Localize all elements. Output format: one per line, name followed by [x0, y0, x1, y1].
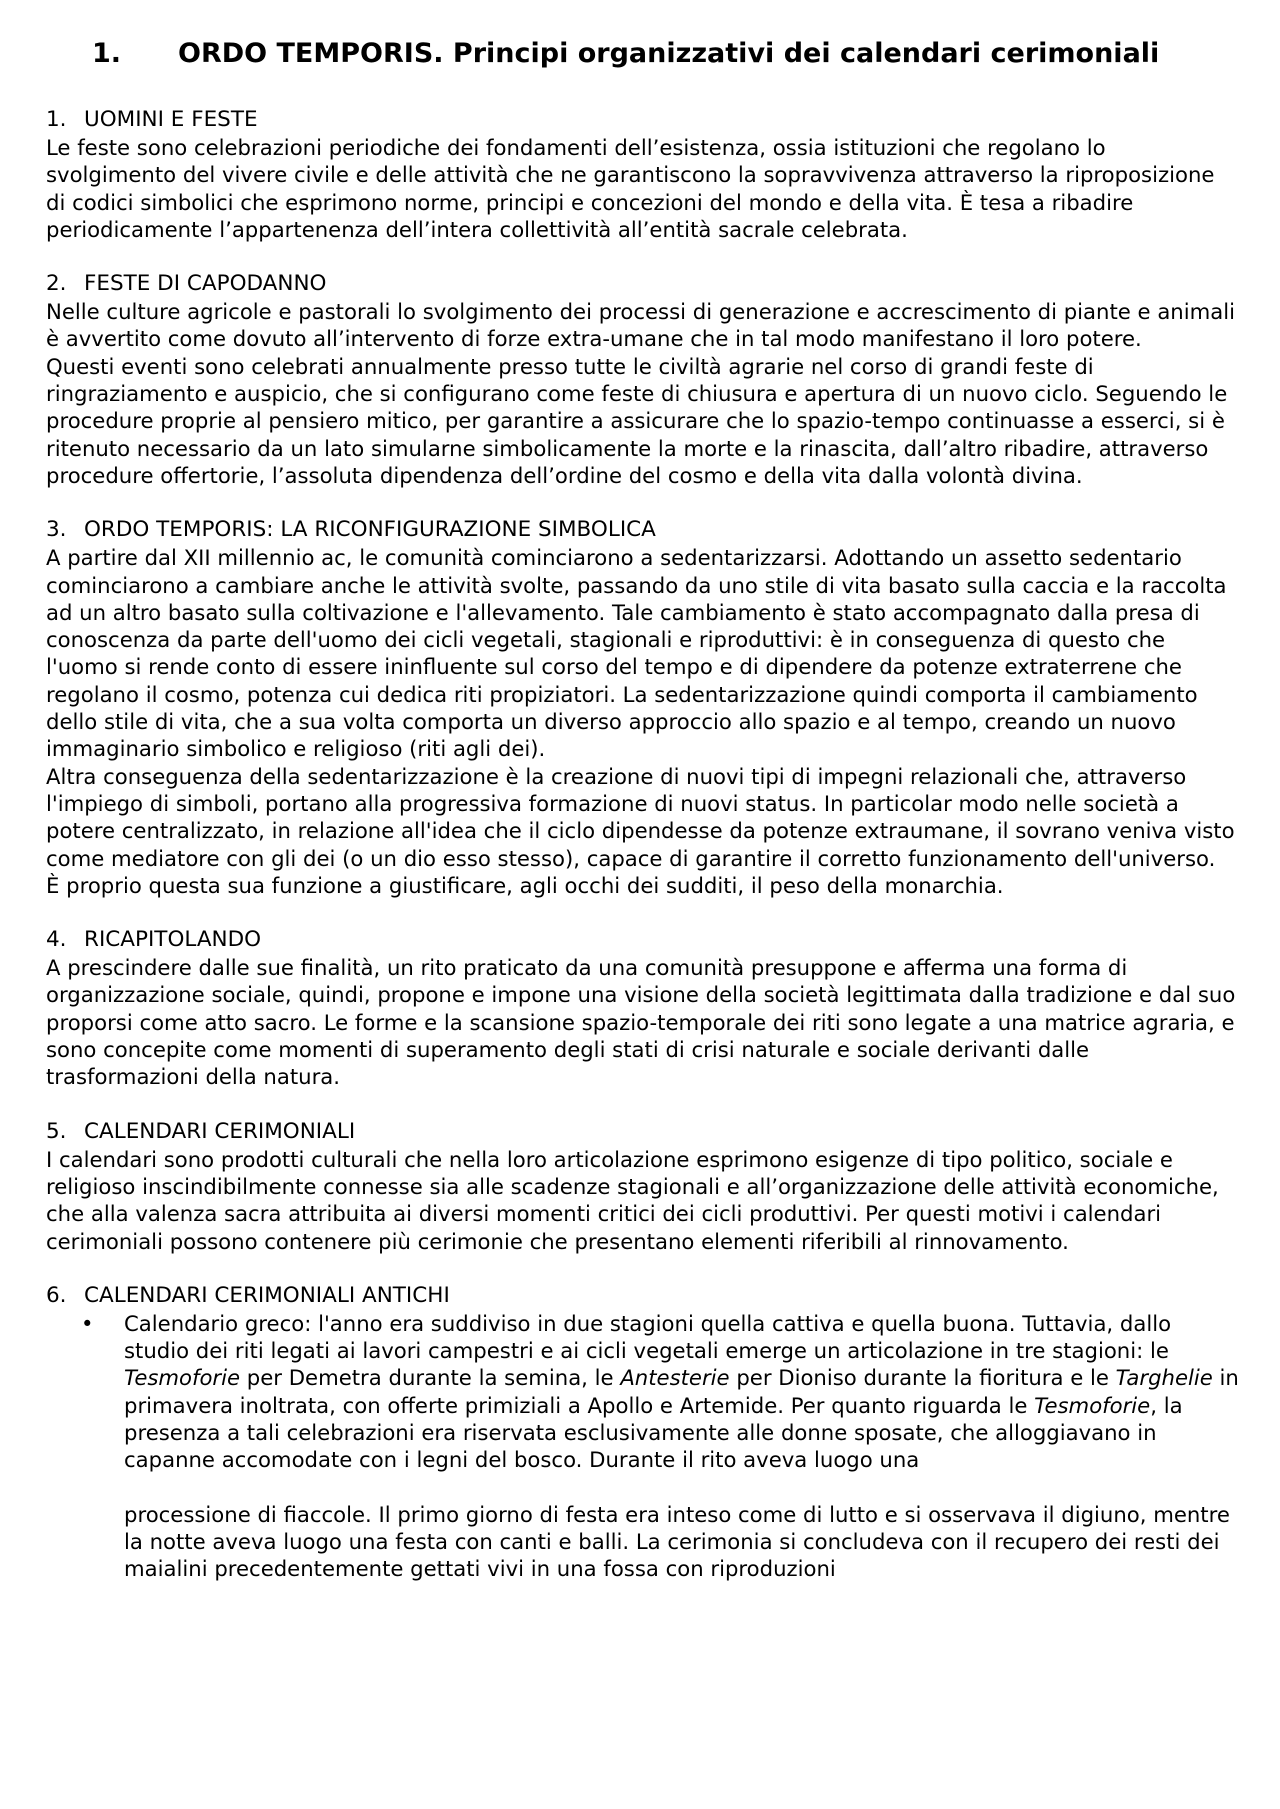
section-feste-di-capodanno [46, 270, 1240, 489]
section-heading [46, 270, 1240, 298]
section-ordo-temporis [46, 516, 1240, 899]
paragraph: Nelle culture agricole e pastorali lo svolgimento dei processi di generazione e accrescimento di piante e animali è avvertito come dovuto all’intervento di forze extra-umane che in tal modo manifestano il loro potere. [46, 299, 1236, 352]
section-heading [46, 1118, 1240, 1146]
festival-name: Targhelie [1115, 1365, 1213, 1391]
festival-name: Tesmoforie [124, 1365, 241, 1391]
section-heading [46, 1282, 1240, 1310]
paragraph: A prescindere dalle sue finalità, un rito praticato da una comunità presuppone e afferma una forma di organizzazione sociale, quindi, propone e impone una visione della società legittimata dalla tradizione e dal suo proporsi come atto sacro. Le forme e la scansione spazio-temporale dei riti sono legate a una matrice agraria, e sono concepite come momenti di superamento degli stati di crisi naturale e sociale derivanti dalle trasformazioni della natura. [46, 955, 1236, 1090]
section-calendari-cerimoniali [46, 1118, 1240, 1255]
section-number: 2. [46, 271, 67, 297]
section-title: CALENDARI CERIMONIALI [84, 1118, 356, 1144]
document-title [92, 36, 1240, 72]
section-ricapitolando [46, 926, 1240, 1090]
section-number: 5. [46, 1118, 67, 1144]
section-uomini-e-feste [46, 106, 1240, 243]
page-break-gap [124, 1474, 1240, 1501]
list-item-text: Calendario greco: l'anno era suddiviso in due stagioni quella cattiva e quella buona. Tuttavia, dallo studio dei riti legati ai lavori campestri e ai cicli vegetali emerge un articolazione in tre stagioni: le Tesmoforie per Demetra durante la semina, le Antesterie per Dioniso durante la fioritura e le Targhelie in primavera inoltrata, con offerte primiziali a Apollo e Artemide. Per quanto riguarda le Tesmoforie, la presenza a tali celebrazioni era riservata esclusivamente alle donne sposate, che alloggiavano in capanne accomodate con i legni del bosco. Durante il rito aveva luogo una [124, 1310, 1239, 1473]
paragraph: Questi eventi sono celebrati annualmente presso tutte le civiltà agrarie nel corso di grandi feste di ringraziamento e auspicio, che si configurano come feste di chiusura e apertura di un nuovo ciclo. Seguendo le procedure proprie al pensiero mitico, per garantire a assicurare che lo spazio-tempo continuasse a esserci, si è ritenuto necessario da un lato simularne simbolicamente la morte e la rinascita, dall’altro ribadire, attraverso procedure offertorie, l’assoluta dipendenza dell’ordine del cosmo e della vita dalla volontà divina. [46, 353, 1228, 488]
paragraph: A partire dal XII millennio ac, le comunità cominciarono a sedentarizzarsi. Adottando un assetto sedentario cominciarono a cambiare anche le attività svolte, passando da uno stile di vita basato sulla caccia e la raccolta ad un altro basato sulla coltivazione e l'allevamento. Tale cambiamento è stato accompagnato dalla presa di conoscenza da parte dell'uomo dei cicli vegetali, stagionali e riproduttivi: è in conseguenza di questo che l'uomo si rende conto di essere ininfluente sul corso del tempo e di dipendere da potenze extraterrene che regolano il cosmo, potenza cui dedica riti propiziatori. La sedentarizzazione quindi comporta il cambiamento dello stile di vita, che a sua volta comporta un diverso approccio allo spazio e al tempo, creando un nuovo immaginario simbolico e religioso (riti agli dei). [46, 545, 1227, 762]
paragraph: Le feste sono celebrazioni periodiche dei fondamenti dell’esistenza, ossia istituzioni che regolano lo svolgimento del vivere civile e delle attività che ne garantiscono la sopravvivenza attraverso la riproposizione di codici simbolici che esprimono norme, principi e concezioni del mondo e della vita. È tesa a ribadire periodicamente l’appartenenza dell’intera collettività all’entità sacrale celebrata. [46, 135, 1215, 242]
title-text: ORDO TEMPORIS. Principi organizzativi dei calendari cerimoniali [178, 38, 1160, 69]
section-number: 3. [46, 517, 67, 543]
bullet-list [46, 1310, 1240, 1583]
section-number: 1. [46, 107, 67, 132]
title-number: 1. [92, 38, 122, 69]
section-title: ORDO TEMPORIS: LA RICONFIGURAZIONE SIMBOLICA [84, 517, 656, 543]
section-number: 6. [46, 1282, 67, 1308]
section-title: CALENDARI CERIMONIALI ANTICHI [84, 1282, 450, 1308]
bullet-icon: • [81, 1310, 94, 1336]
festival-name: Antesterie [620, 1365, 730, 1391]
list-item [81, 1310, 1240, 1583]
section-heading [46, 926, 1240, 954]
list-item-continuation: processione di fiaccole. Il primo giorno di festa era inteso come di lutto e si osservava il digiuno, mentre la notte aveva luogo una festa con canti e balli. La cerimonia si concludeva con il recupero dei resti dei maialini precedentemente gettati vivi in una fossa con riproduzioni [124, 1501, 1230, 1582]
section-title: FESTE DI CAPODANNO [84, 271, 327, 297]
paragraph: Altra conseguenza della sedentarizzazione è la creazione di nuovi tipi di impegni relazionali che, attraverso l'impiego di simboli, portano alla progressiva formazione di nuovi status. In particolar modo nelle società a potere centralizzato, in relazione all'idea che il ciclo dipendesse da potenze extraumane, il sovrano veniva visto come mediatore con gli dei (o un dio esso stesso), capace di garantire il corretto funzionamento dell'universo. [46, 763, 1235, 871]
festival-name: Tesmoforie [1034, 1392, 1151, 1418]
section-heading [46, 516, 1240, 544]
section-heading [46, 106, 1240, 134]
section-title: RICAPITOLANDO [84, 927, 262, 953]
section-calendari-cerimoniali-antichi [46, 1282, 1240, 1583]
paragraph: È proprio questa sua funzione a giustificare, agli occhi dei sudditi, il peso della monarchia. [46, 872, 1004, 898]
section-number: 4. [46, 927, 67, 953]
paragraph: I calendari sono prodotti culturali che nella loro articolazione esprimono esigenze di tipo politico, sociale e religioso inscindibilmente connesse sia alle scadenze stagionali e all’organizzazione delle attività economiche, che alla valenza sacra attribuita ai diversi momenti critici dei cicli produttivi. Per questi motivi i calendari cerimoniali possono contenere più cerimonie che presentano elementi riferibili al rinnovamento. [46, 1146, 1219, 1254]
section-title: UOMINI E FESTE [84, 107, 258, 132]
